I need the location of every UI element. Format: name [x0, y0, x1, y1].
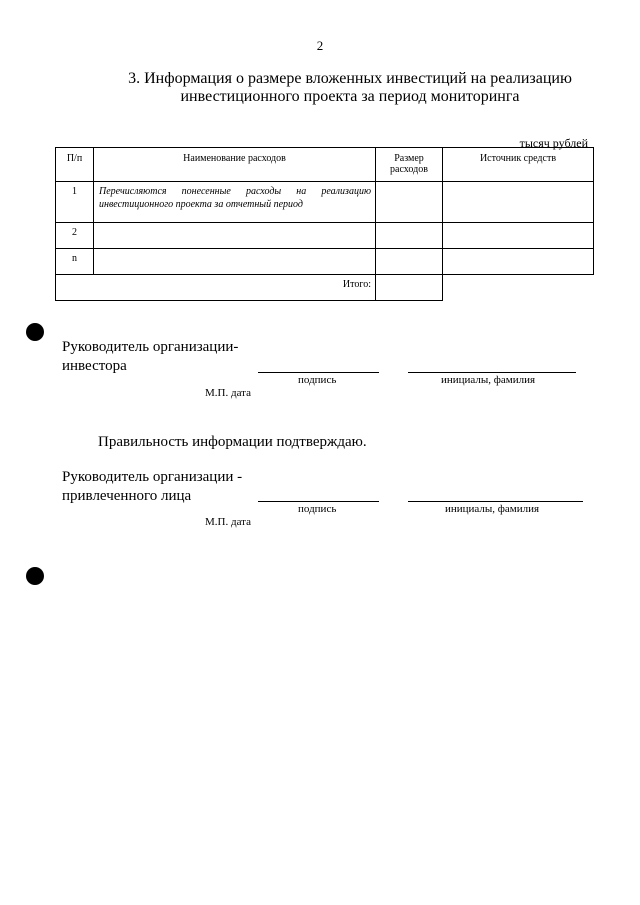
section-title — [120, 70, 580, 106]
header-num: П/п — [56, 148, 94, 182]
units-label: тысяч рублей — [519, 136, 588, 150]
investor-head-line1: Руководитель организации- — [62, 339, 239, 355]
section-title-line2: инвестиционного проекта за период мониторинга — [180, 88, 520, 105]
table-total-row — [56, 275, 594, 301]
row-source — [443, 182, 594, 223]
table-row — [56, 249, 594, 275]
row-amount — [376, 182, 443, 223]
attracted-initials-line — [408, 501, 583, 502]
header-name: Наименование расходов — [94, 148, 376, 182]
attracted-stamp-date: М.П. дата — [205, 516, 251, 528]
section-title-line1: 3. Информация о размере вложенных инвестиций на реализацию — [128, 70, 572, 87]
total-value — [376, 275, 443, 301]
punch-hole-dot — [26, 323, 44, 341]
row-desc: Перечисляются понесенные расходы на реализацию инвестиционного проекта за отчетный период — [94, 182, 376, 223]
expenses-table — [55, 147, 594, 301]
attracted-head-line2: привлеченного лица — [62, 488, 192, 504]
attracted-initials-caption: инициалы, фамилия — [445, 503, 540, 515]
total-empty — [443, 275, 594, 301]
investor-head-line2: инвестора — [62, 358, 127, 374]
attracted-head-line1: Руководитель организации - — [62, 469, 243, 485]
page-number: 2 — [316, 38, 324, 53]
attracted-signature-line — [258, 501, 379, 502]
row-desc — [94, 249, 376, 275]
investor-stamp-date: М.П. дата — [205, 387, 251, 399]
row-source — [443, 223, 594, 249]
total-label: Итого: — [56, 275, 376, 301]
table-row — [56, 223, 594, 249]
row-num: n — [56, 249, 94, 275]
attracted-head-label — [62, 468, 242, 506]
row-amount — [376, 249, 443, 275]
investor-signature-caption: подпись — [298, 374, 337, 386]
investor-head-label — [62, 338, 238, 376]
table-header-row — [56, 148, 594, 182]
table-row — [56, 182, 594, 223]
investor-initials-caption: инициалы, фамилия — [441, 374, 536, 386]
header-amount: Размер расходов — [376, 148, 443, 182]
attracted-signature-caption: подпись — [298, 503, 337, 515]
row-amount — [376, 223, 443, 249]
punch-hole-dot — [26, 567, 44, 585]
row-source — [443, 249, 594, 275]
header-source: Источник средств — [443, 148, 594, 182]
row-desc — [94, 223, 376, 249]
confirmation-text: Правильность информации подтверждаю. — [98, 434, 367, 450]
investor-initials-line — [408, 372, 576, 373]
investor-signature-line — [258, 372, 379, 373]
row-num: 1 — [56, 182, 94, 223]
row-num: 2 — [56, 223, 94, 249]
